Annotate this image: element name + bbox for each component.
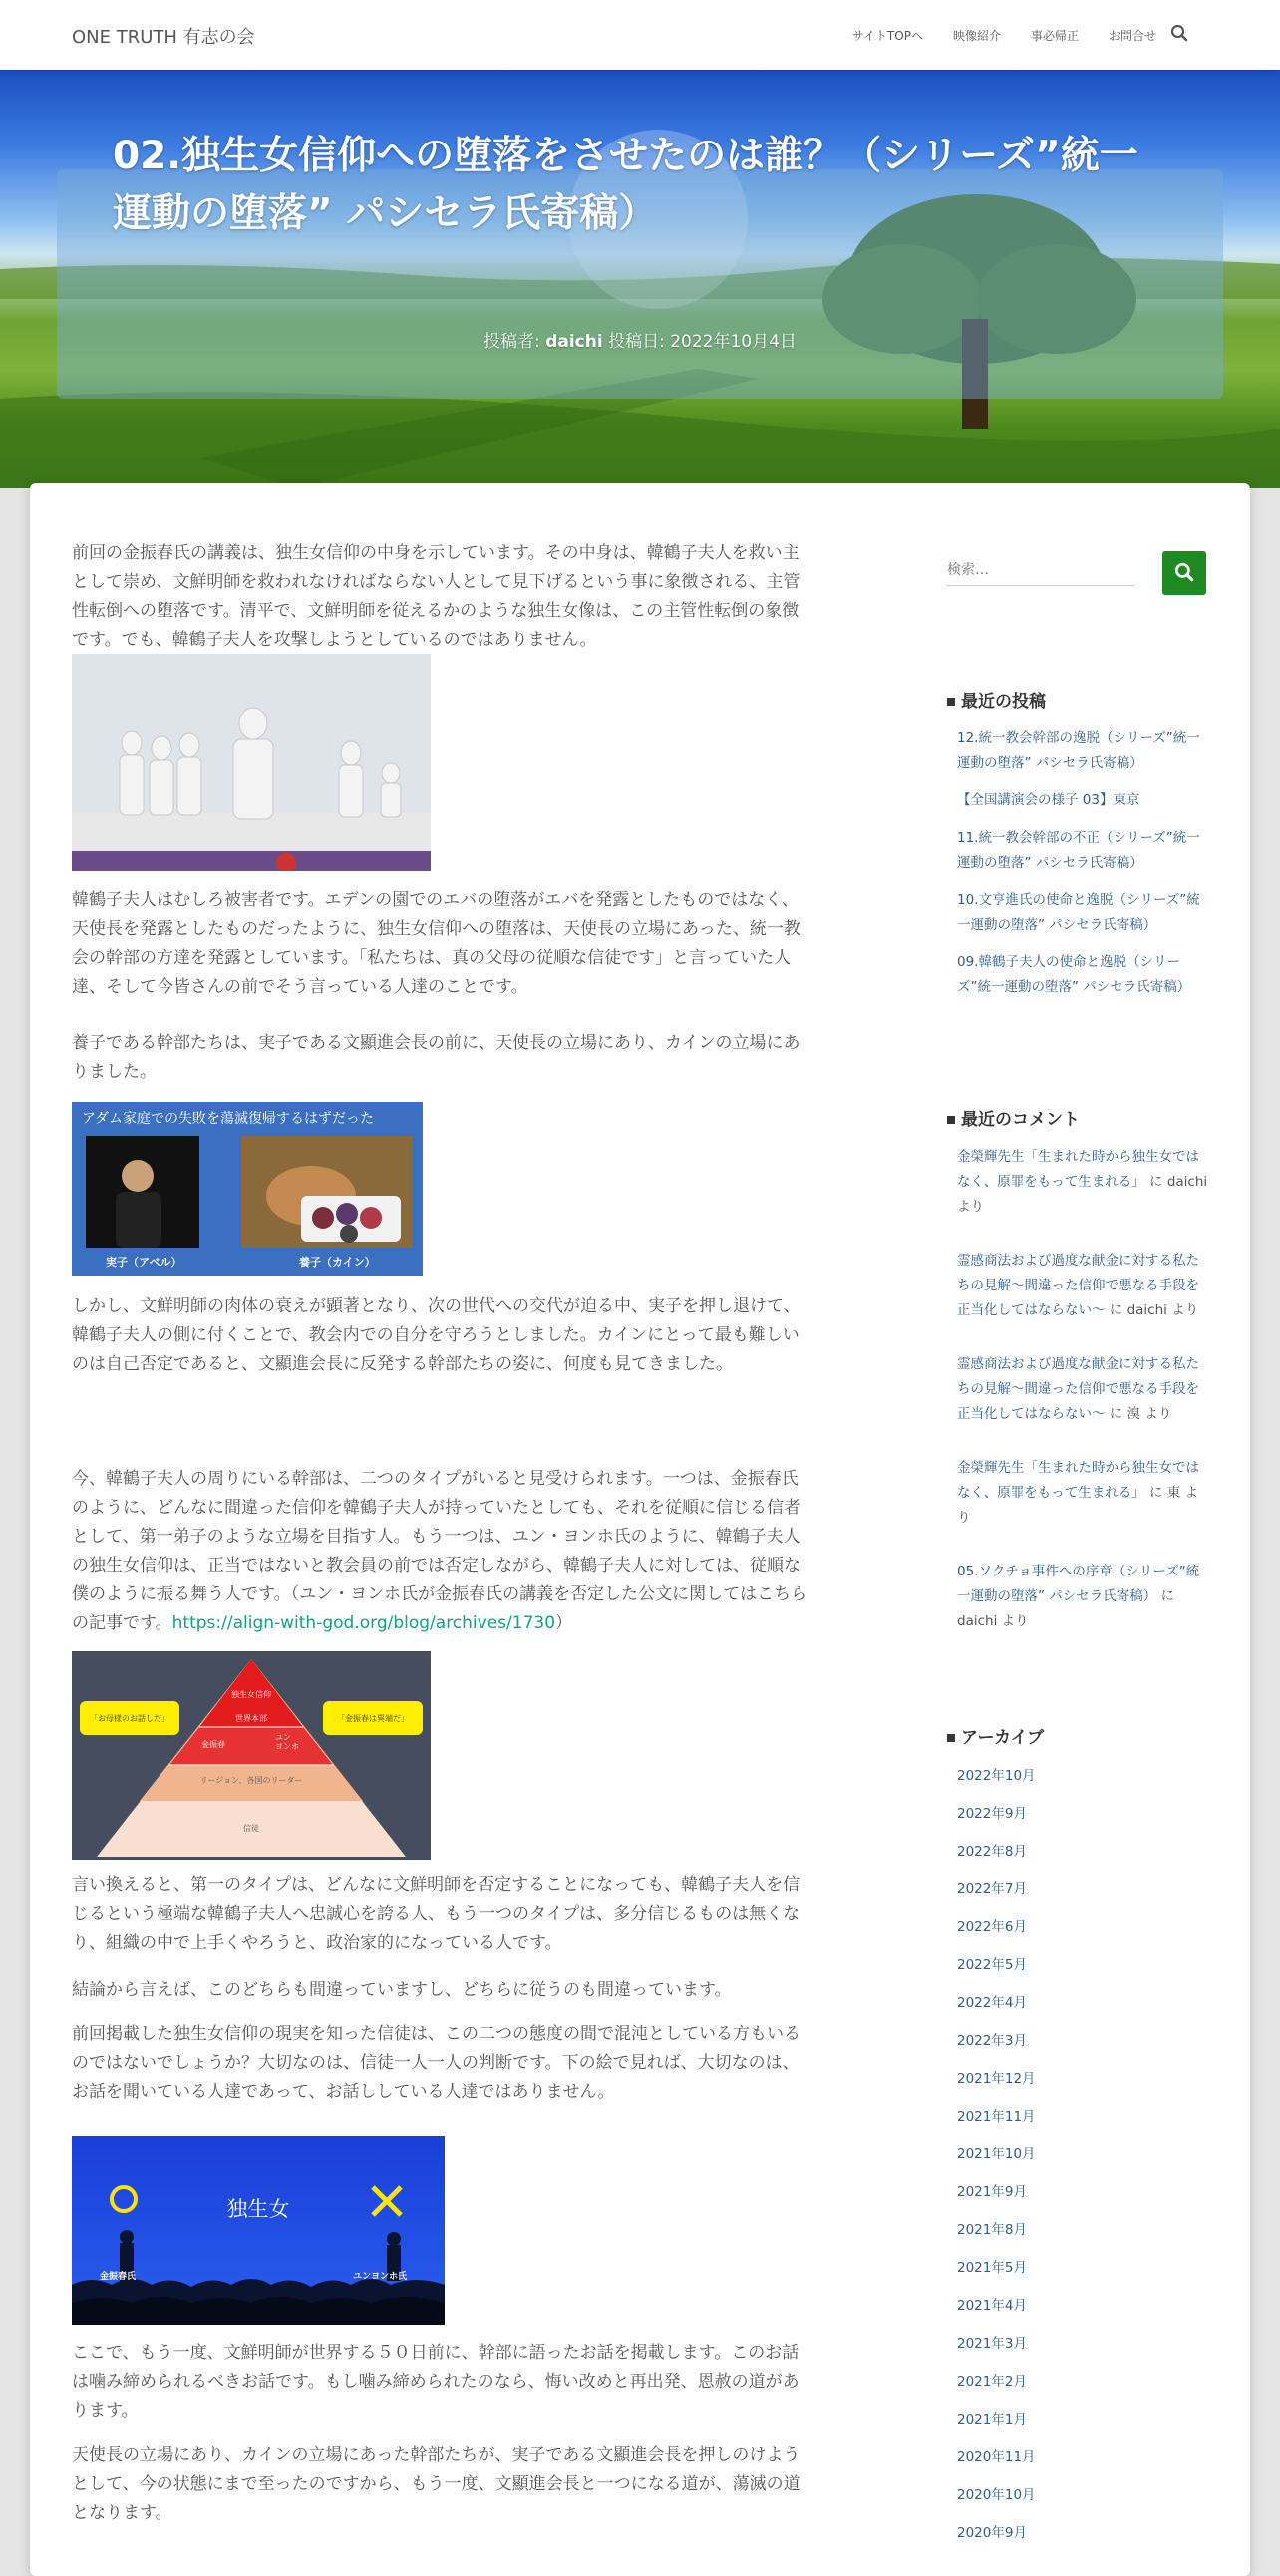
comment-author: に daichi より xyxy=(1105,1302,1199,1318)
archive-item[interactable]: 2021年8月 xyxy=(957,2222,1027,2238)
img4-center-label: 独生女 xyxy=(226,2197,290,2221)
article-link-1730[interactable]: https://align-with-god.org/blog/archives/1730 xyxy=(171,1613,556,1633)
recent-post-3[interactable]: 11.統一教会幹部の不正（シリーズ”統一運動の堕落” パシセラ氏寄稿） xyxy=(957,830,1200,871)
search-button[interactable] xyxy=(1162,551,1206,595)
archive-item[interactable]: 2020年9月 xyxy=(957,2525,1027,2541)
nav-item-jipil[interactable]: 事必帰正 xyxy=(1030,29,1079,43)
search-icon[interactable] xyxy=(1170,24,1188,42)
comment-post-link[interactable]: 霊感商法および過度な献金に対する私たちの見解～間違った信仰で悪なる手段を正当化してはならない～ xyxy=(957,1253,1199,1318)
recent-post-5[interactable]: 09.韓鶴子夫人の使命と逸脱（シリーズ”統一運動の堕落” パシセラ氏寄稿） xyxy=(957,954,1191,995)
pyramid-second-label: 世界本部 xyxy=(235,1714,267,1723)
archive-item[interactable]: 2021年5月 xyxy=(957,2260,1027,2276)
label-abel: 実子（アベル） xyxy=(106,1256,182,1269)
author-link[interactable]: daichi xyxy=(545,332,603,352)
recent-posts-title: 最近の投稿 xyxy=(947,687,1046,712)
paragraph-6: 言い換えると、第一のタイプは、どんなに文鮮明師を否定することになっても、韓鶴子夫人を信じるという極端な韓鶴子夫人へ忠誠心を誇る人、もう一つのタイプは、多分信じるものは無くなり、組織の中で上手くやろうと、政治家的になっている人です。 xyxy=(72,1875,800,1953)
paragraph-7: 結論から言えば、このどちらも間違っていますし、どちらに従うのも間違っています。 xyxy=(72,1980,732,2000)
paragraph-8: 前回掲載した独生女信仰の現実を知った信徒は、この二つの態度の間で混沌としている方もいるのではないでしょうか？大切なのは、信徒一人一人の判断です。下の絵で見れば、大切なのは、お話を聞いている人達であって、お話ししている人達ではありません。 xyxy=(72,2024,800,2102)
nav-item-contact[interactable]: お問合せ xyxy=(1108,29,1156,43)
paragraph-5-tail: ） xyxy=(555,1613,573,1633)
bubble-left: 「お母様のお話しだ」 xyxy=(90,1714,169,1723)
archive-title: アーカイブ xyxy=(947,1723,1044,1748)
archive-item[interactable]: 2022年10月 xyxy=(957,1768,1036,1784)
paragraph-1: 前回の金振春氏の講義は、独生女信仰の中身を示しています。その中身は、韓鶴子夫人を救い主として崇め、文鮮明師を救われなければならない人として見下げるという事に象徴される、主管性転倒への堕落です。清平で、文鮮明師を従えるかのような独生女像は、この主管性転倒の象徴です。でも、韓鶴子夫人を攻撃しようとしているのではありません。 xyxy=(72,543,800,650)
pyramid-right-name: ユン ヨンホ xyxy=(275,1733,299,1751)
top-navbar xyxy=(0,0,1280,70)
archive-item[interactable]: 2021年9月 xyxy=(957,2184,1027,2200)
search-icon xyxy=(1174,562,1194,582)
img2-caption: アダム家庭での失敗を蕩滅復帰するはずだった xyxy=(82,1111,375,1127)
archive-item[interactable]: 2021年1月 xyxy=(957,2412,1027,2428)
archive-list xyxy=(957,1757,1208,2552)
recent-comment-5 xyxy=(957,1560,1208,1653)
post-meta xyxy=(0,327,1280,352)
label-cain: 養子（カイン） xyxy=(299,1256,376,1269)
nav-item-site-top[interactable]: サイトTOPへ xyxy=(851,29,923,43)
archive-item[interactable]: 2022年8月 xyxy=(957,1844,1027,1860)
img4-left-label: 金振春氏 xyxy=(100,2272,137,2282)
bubble-right: 「金振春は異端だ」 xyxy=(337,1714,409,1723)
paragraph-3: 養子である幹部たちは、実子である文顯進会長の前に、天使長の立場にあり、カインの立場にありました。 xyxy=(72,1033,800,1082)
comment-author: に 東 より xyxy=(957,1485,1199,1526)
archive-item[interactable]: 2021年12月 xyxy=(957,2071,1036,2087)
meta-date: 投稿日: 2022年10月4日 xyxy=(602,332,797,352)
nav-item-videos[interactable]: 映像紹介 xyxy=(952,29,1001,43)
abel-cain-image xyxy=(72,1102,423,1276)
archive-item[interactable]: 2020年10月 xyxy=(957,2487,1036,2503)
recent-comment-2 xyxy=(957,1249,1208,1342)
comment-post-link[interactable]: 05.ソクチョ事件への序章（シリーズ”統一運動の堕落” パシセラ氏寄稿） xyxy=(957,1564,1200,1604)
pyramid-bottom-label: 信徒 xyxy=(243,1824,259,1833)
img4-right-label: ユンヨンホ氏 xyxy=(353,2272,408,2282)
archive-item[interactable]: 2021年3月 xyxy=(957,2336,1027,2352)
comment-post-link[interactable]: 金榮輝先生「生まれた時から独生女ではなく、原罪をもって生まれる」 xyxy=(957,1460,1199,1501)
search-input[interactable] xyxy=(947,555,1134,586)
content-card xyxy=(30,483,1250,2576)
archive-item[interactable]: 2022年6月 xyxy=(957,1919,1027,1935)
site-brand[interactable]: ONE TRUTH 有志の会 xyxy=(72,27,255,48)
pyramid-diagram xyxy=(72,1651,431,1860)
comment-author: に daichi より xyxy=(957,1174,1208,1215)
archive-item[interactable]: 2021年11月 xyxy=(957,2109,1036,2125)
recent-comments-title: 最近のコメント xyxy=(947,1105,1080,1130)
photo-abel xyxy=(86,1136,199,1248)
comment-post-link[interactable]: 金榮輝先生「生まれた時から独生女ではなく、原罪をもって生まれる」 xyxy=(957,1149,1199,1190)
statue-photo xyxy=(72,654,431,871)
paragraph-10: 天使長の立場にあり、カインの立場にあった幹部たちが、実子である文顯進会長を押しのけようとして、今の状態にまで至ったのですから、もう一度、文顯進会長と一つになる道が、蕩滅の道となります。 xyxy=(72,2445,800,2523)
pyramid-top-label: 独生女信仰 xyxy=(231,1690,271,1699)
main-nav xyxy=(852,27,1156,44)
recent-posts-list xyxy=(957,726,1208,1000)
archive-item[interactable]: 2020年11月 xyxy=(957,2449,1036,2465)
archive-item[interactable]: 2022年4月 xyxy=(957,1995,1027,2011)
speakers-audience-image xyxy=(72,2136,445,2325)
pyramid-left-name: 金振春 xyxy=(201,1740,225,1749)
meta-prefix: 投稿者: xyxy=(483,332,546,352)
archive-item[interactable]: 2022年7月 xyxy=(957,1881,1027,1897)
paragraph-9: ここで、もう一度、文鮮明師が世界する５０日前に、幹部に語ったお話を掲載します。このお話は噛み締められるべきお話です。もし噛み締められたのなら、悔い改めと再出発、恩赦の道があります。 xyxy=(72,2343,800,2421)
comment-post-link[interactable]: 霊感商法および過度な献金に対する私たちの見解～間違った信仰で悪なる手段を正当化してはならない～ xyxy=(957,1356,1199,1422)
archive-item[interactable]: 2021年10月 xyxy=(957,2147,1036,2162)
comment-author: に daichi より xyxy=(957,1588,1175,1629)
archive-item[interactable]: 2022年5月 xyxy=(957,1957,1027,1973)
comment-author: に 溴 より xyxy=(1105,1406,1172,1422)
recent-post-1[interactable]: 12.統一教会幹部の逸脱（シリーズ”統一運動の堕落” パシセラ氏寄稿） xyxy=(957,730,1200,771)
paragraph-5 xyxy=(72,1465,809,1638)
post-title: 02.独生女信仰への堕落をさせたのは誰？（シリーズ”統一運動の堕落” パシセラ氏寄稿） xyxy=(113,134,1138,236)
photo-cain xyxy=(241,1136,413,1248)
recent-comment-1 xyxy=(957,1145,1208,1239)
archive-item[interactable]: 2021年2月 xyxy=(957,2374,1027,2390)
archive-item[interactable]: 2022年9月 xyxy=(957,1806,1027,1822)
paragraph-4: しかし、文鮮明師の肉体の衰えが顕著となり、次の世代への交代が迫る中、実子を押し退けて、韓鶴子夫人の側に付くことで、教会内での自分を守ろうとしました。カインにとって最も難しいのは自己否定であると、文顯進会長に反発する幹部たちの姿に、何度も見てきました。 xyxy=(72,1296,800,1374)
recent-comment-3 xyxy=(957,1352,1208,1446)
recent-comment-4 xyxy=(957,1456,1208,1550)
paragraph-2: 韓鶴子夫人はむしろ被害者です。エデンの園でのエバの堕落がエバを発露としたものではなく、天使長を発露としたものだったように、独生女信仰への堕落は、天使長の立場にあった、統一教会の幹部の方達を発露としています。「私たちは、真の父母の従順な信徒です」と言っていた人達、そして今皆さんの前でそう言っている人達のことです。 xyxy=(72,890,800,997)
recent-comments-list xyxy=(957,1145,1208,1653)
archive-item[interactable]: 2022年3月 xyxy=(957,2033,1027,2049)
recent-post-2[interactable]: 【全国講演会の様子 03】東京 xyxy=(957,792,1140,808)
paragraph-5-text: 今、韓鶴子夫人の周りにいる幹部は、二つのタイプがいると見受けられます。一つは、金振春氏のように、どんなに間違った信仰を韓鶴子夫人が持っていたとしても、それを従順に信じる信者として、第一弟子のような立場を目指す人。もう一つは、ユン・ヨンホ氏のように、韓鶴子夫人の独生女信仰は、正当ではないと教会員の前では否定しながら、韓鶴子夫人に対しては、従順な僕のように振る舞う人です。（ユン・ヨンホ氏が金振春氏の講義を否定した公文に関してはこちらの記事です。 xyxy=(72,1469,808,1633)
recent-post-4[interactable]: 10.文亨進氏の使命と逸脱（シリーズ”統一運動の堕落” パシセラ氏寄稿） xyxy=(957,892,1200,933)
pyramid-third-label: リージョン、各国のリーダー xyxy=(199,1776,303,1785)
archive-item[interactable]: 2021年4月 xyxy=(957,2298,1027,2314)
